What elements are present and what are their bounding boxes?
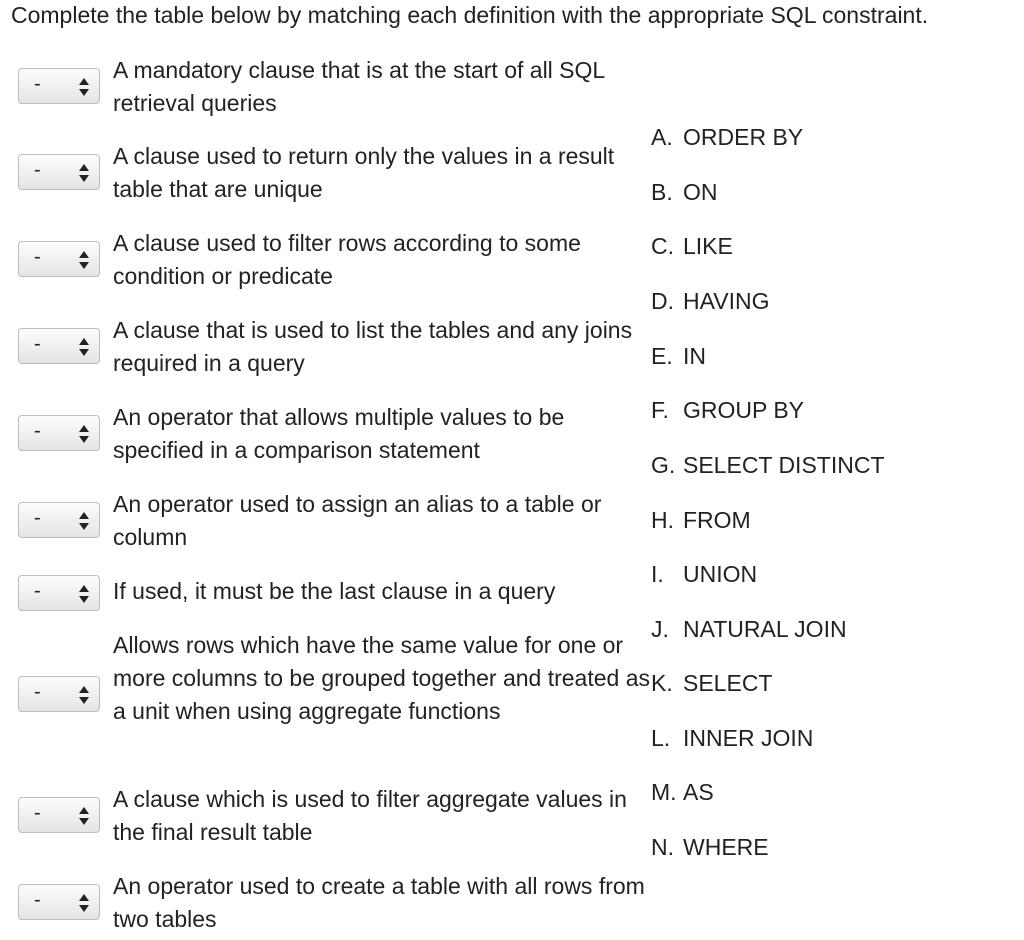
answer-select[interactable] [18,68,100,104]
option-text: LIKE [683,233,733,259]
updown-arrows-icon [78,805,90,827]
option-letter: I. [651,561,664,587]
select-value: - [34,802,41,824]
option-item [651,177,718,207]
option-text: UNION [683,561,758,587]
option-letter: L. [651,725,671,751]
select-value: - [34,420,41,442]
option-item [651,614,847,644]
option-text: SELECT DISTINCT [683,452,885,478]
answer-select[interactable] [18,328,100,364]
option-item [651,286,769,316]
option-item [651,122,803,152]
select-value: - [34,73,41,95]
option-letter: N. [651,834,674,860]
answer-select[interactable] [18,884,100,920]
updown-arrows-icon [78,684,90,706]
definition-text: An operator used to assign an alias to a table or column [113,491,602,550]
updown-arrows-icon [78,249,90,271]
definition-text: A mandatory clause that is at the start of all SQL retrieval queries [113,57,605,116]
definition-text: An operator that allows multiple values to be specified in a comparison statement [113,404,565,463]
option-letter: H. [651,507,674,533]
option-text: SELECT [683,670,773,696]
answer-select[interactable] [18,415,100,451]
option-letter: C. [651,233,674,259]
definition-text: A clause used to filter rows according to some condition or predicate [113,230,581,289]
option-text: AS [683,779,714,805]
option-text: ORDER BY [683,124,804,150]
option-text: NATURAL JOIN [683,616,847,642]
option-item [651,505,751,535]
option-letter: A. [651,124,673,150]
option-item [651,559,757,589]
definition-text: A clause which is used to filter aggregate values in the final result table [113,786,627,845]
definition-text: A clause that is used to list the tables and any joins required in a query [113,317,633,376]
definition-text: An operator used to create a table with all rows from two tables [113,873,645,932]
option-item [651,723,813,753]
instructions-text: Complete the table below by matching each definition with the appropriate SQL constraint. [11,2,929,28]
updown-arrows-icon [78,336,90,358]
option-text: FROM [683,507,751,533]
option-item [651,450,885,480]
answer-select[interactable] [18,154,100,190]
option-letter: G. [651,452,676,478]
definition-text: Allows rows which have the same value for one or more columns to be grouped together and treated as a unit when using aggregate functions [113,632,651,724]
definition-text: A clause used to return only the values in a result table that are unique [113,143,615,202]
select-value: - [34,246,41,268]
option-letter: K. [651,670,673,696]
select-value: - [34,889,41,911]
option-text: INNER JOIN [683,725,814,751]
updown-arrows-icon [78,423,90,445]
option-item [651,231,733,261]
updown-arrows-icon [78,892,90,914]
option-text: ON [683,179,718,205]
select-value: - [34,333,41,355]
answer-select[interactable] [18,676,100,712]
option-letter: F. [651,397,669,423]
select-value: - [34,580,41,602]
option-letter: J. [651,616,669,642]
updown-arrows-icon [78,510,90,532]
option-item [651,832,769,862]
select-value: - [34,507,41,529]
answer-select[interactable] [18,502,100,538]
option-text: GROUP BY [683,397,804,423]
option-text: IN [683,343,706,369]
answer-select[interactable] [18,797,100,833]
updown-arrows-icon [78,76,90,98]
answer-select[interactable] [18,241,100,277]
option-letter: B. [651,179,673,205]
definition-text: If used, it must be the last clause in a query [113,578,556,604]
option-text: HAVING [683,288,770,314]
option-letter: D. [651,288,674,314]
option-text: WHERE [683,834,769,860]
option-item [651,395,804,425]
option-item [651,668,772,698]
option-letter: E. [651,343,673,369]
select-value: - [34,681,41,703]
updown-arrows-icon [78,162,90,184]
option-letter: M. [651,779,677,805]
select-value: - [34,159,41,181]
answer-select[interactable] [18,575,100,611]
option-item [651,777,714,807]
updown-arrows-icon [78,583,90,605]
option-item [651,341,706,371]
